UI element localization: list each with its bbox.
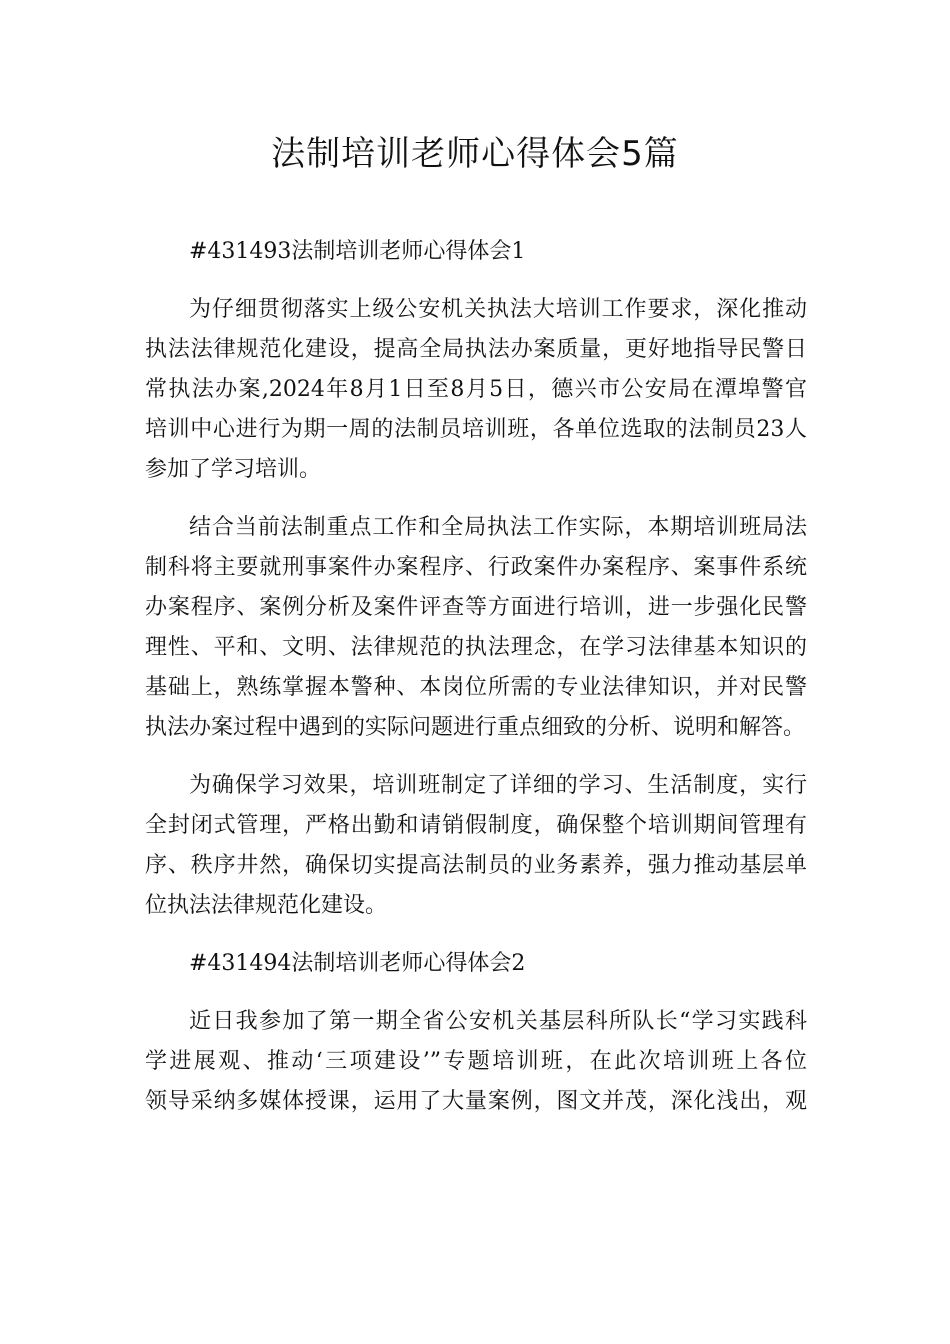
paragraph-line: 近日我参加了第一期全省公安机关基层科所队长“学习实践科 bbox=[189, 1009, 807, 1034]
section-heading: #431493法制培训老师心得体会1 bbox=[189, 239, 526, 264]
paragraph-line: 领导采纳多媒体授课，运用了大量案例，图文并茂，深化浅出，观 bbox=[145, 1089, 807, 1114]
paragraph-line: 执法办案过程中遇到的实际问题进行重点细致的分析、说明和解答。 bbox=[145, 715, 806, 740]
paragraph bbox=[145, 766, 807, 926]
paragraph-line: 序、秩序井然，确保切实提高法制员的业务素养，强力推动基层单 bbox=[145, 853, 807, 878]
paragraph-line: 执法法律规范化建设，提高全局执法办案质量，更好地指导民警日 bbox=[145, 337, 807, 362]
paragraph-line: 常执法办案,2024年8月1日至8月5日，德兴市公安局在潭埠警官 bbox=[145, 377, 807, 402]
paragraph-line: 位执法法律规范化建设。 bbox=[145, 893, 388, 918]
paragraph-line: 理性、平和、文明、法律规范的执法理念，在学习法律基本知识的 bbox=[145, 635, 807, 660]
paragraph-line: 全封闭式管理，严格出勤和请销假制度，确保整个培训期间管理有 bbox=[145, 813, 807, 838]
paragraph-line: 基础上，熟练掌握本警种、本岗位所需的专业法律知识，并对民警 bbox=[145, 675, 807, 700]
paragraph-line: 结合当前法制重点工作和全局执法工作实际，本期培训班局法 bbox=[189, 515, 807, 540]
paragraph-line: 参加了学习培训。 bbox=[145, 457, 322, 482]
paragraph bbox=[145, 508, 807, 748]
document-body bbox=[145, 232, 807, 1140]
paragraph-line: 制科将主要就刑事案件办案程序、行政案件办案程序、案事件系统 bbox=[145, 555, 807, 580]
paragraph bbox=[145, 290, 807, 490]
paragraph-line: 为确保学习效果，培训班制定了详细的学习、生活制度，实行 bbox=[189, 773, 807, 798]
paragraph-line: 为仔细贯彻落实上级公安机关执法大培训工作要求，深化推动 bbox=[189, 297, 807, 322]
paragraph-line: 培训中心进行为期一周的法制员培训班，各单位选取的法制员23人 bbox=[145, 417, 807, 442]
paragraph-line: 学进展观、推动‘三项建设’”专题培训班，在此次培训班上各位 bbox=[145, 1049, 807, 1074]
section-heading: #431494法制培训老师心得体会2 bbox=[189, 951, 526, 976]
paragraph bbox=[145, 1002, 807, 1122]
document-title: 法制培训老师心得体会5篇 bbox=[271, 134, 679, 174]
paragraph-line: 办案程序、案例分析及案件评查等方面进行培训，进一步强化民警 bbox=[145, 595, 807, 620]
